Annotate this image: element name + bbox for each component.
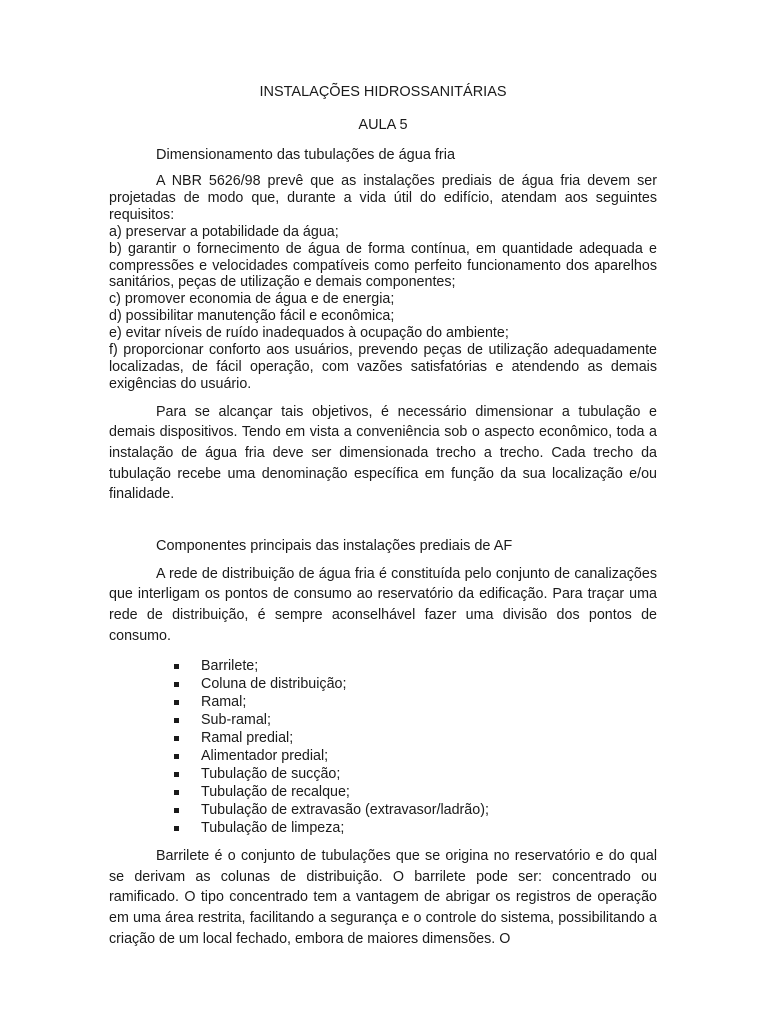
- components-list: [109, 657, 657, 837]
- square-bullet-icon: [174, 826, 179, 831]
- list-item: [174, 819, 657, 837]
- requirement-item: d) possibilitar manutenção fácil e econômica;: [109, 308, 395, 325]
- requirement-item: e) evitar níveis de ruído inadequados à ocupação do ambiente;: [109, 325, 509, 342]
- list-item: [174, 729, 657, 747]
- requirement-item: b) garantir o fornecimento de água de forma contínua, em quantidade adequada e compressões e velocidades compatíveis como perfeito funcionamento dos aparelhos sanitários, peças de utilização e demais componentes;: [109, 240, 657, 291]
- list-item: [174, 747, 657, 765]
- barrilete-paragraph: Barrilete é o conjunto de tubulações que se origina no reservatório e do qual se derivam as colunas de distribuição. O barrilete pode ser: concentrado ou ramificado. O tipo concentrado tem a vantagem de abrigar os registros de operação em uma área restrita, facilitando a segurança e o controle do sistema, possibilitando a criação de um local fechado, embora de maiores dimensões. O: [109, 848, 657, 947]
- list-item: [174, 693, 657, 711]
- list-item-label: Tubulação de sucção;: [201, 766, 341, 783]
- square-bullet-icon: [174, 682, 179, 687]
- square-bullet-icon: [174, 772, 179, 777]
- list-item-label: Coluna de distribuição;: [201, 676, 347, 693]
- list-item: [174, 711, 657, 729]
- section-heading-dimensioning: Dimensionamento das tubulações de água fria: [156, 147, 456, 163]
- square-bullet-icon: [174, 790, 179, 795]
- list-item-label: Ramal predial;: [201, 730, 294, 747]
- objectives-paragraph: Para se alcançar tais objetivos, é necessário dimensionar a tubulação e demais dispositivos. Tendo em vista a conveniência sob o aspecto econômico, toda a instalação de água fria deve ser dimensionada trecho a trecho. Cada trecho da tubulação recebe uma denominação específica em função da sua localização e/ou finalidade.: [109, 403, 657, 503]
- square-bullet-icon: [174, 664, 179, 669]
- square-bullet-icon: [174, 700, 179, 705]
- list-item-label: Tubulação de extravasão (extravasor/ladrão);: [201, 802, 489, 819]
- list-item: [174, 801, 657, 819]
- intro-paragraph: A NBR 5626/98 prevê que as instalações prediais de água fria devem ser projetadas de modo que, durante a vida útil do edifício, atendam aos seguintes requisitos:: [109, 173, 657, 223]
- network-paragraph: A rede de distribuição de água fria é constituída pelo conjunto de canalizações que interligam os pontos de consumo ao reservatório da edificação. Para traçar uma rede de distribuição, é sempre aconselhável fazer uma divisão dos pontos de consumo.: [109, 565, 657, 644]
- list-item-label: Ramal;: [201, 694, 247, 711]
- section-heading-components: Componentes principais das instalações prediais de AF: [156, 537, 513, 554]
- list-item-label: Alimentador predial;: [201, 748, 329, 765]
- list-item: [174, 657, 657, 675]
- requirements-list: [109, 224, 657, 393]
- list-item: [174, 675, 657, 693]
- list-item-label: Tubulação de recalque;: [201, 784, 350, 801]
- list-item-label: Sub-ramal;: [201, 712, 271, 729]
- square-bullet-icon: [174, 736, 179, 741]
- list-item-label: Barrilete;: [201, 658, 259, 675]
- document-body: [109, 82, 657, 949]
- lesson-number: AULA 5: [358, 117, 408, 133]
- document-title: INSTALAÇÕES HIDROSSANITÁRIAS: [259, 84, 507, 100]
- list-item: [174, 783, 657, 801]
- requirement-item: c) promover economia de água e de energia;: [109, 291, 395, 308]
- square-bullet-icon: [174, 754, 179, 759]
- list-item: [174, 765, 657, 783]
- list-item-label: Tubulação de limpeza;: [201, 820, 345, 837]
- square-bullet-icon: [174, 718, 179, 723]
- requirement-item: a) preservar a potabilidade da água;: [109, 223, 339, 240]
- requirement-item: f) proporcionar conforto aos usuários, prevendo peças de utilização adequadamente localizadas, de fácil operação, com vazões satisfatórias e atendendo as demais exigências do usuário.: [109, 342, 657, 392]
- square-bullet-icon: [174, 808, 179, 813]
